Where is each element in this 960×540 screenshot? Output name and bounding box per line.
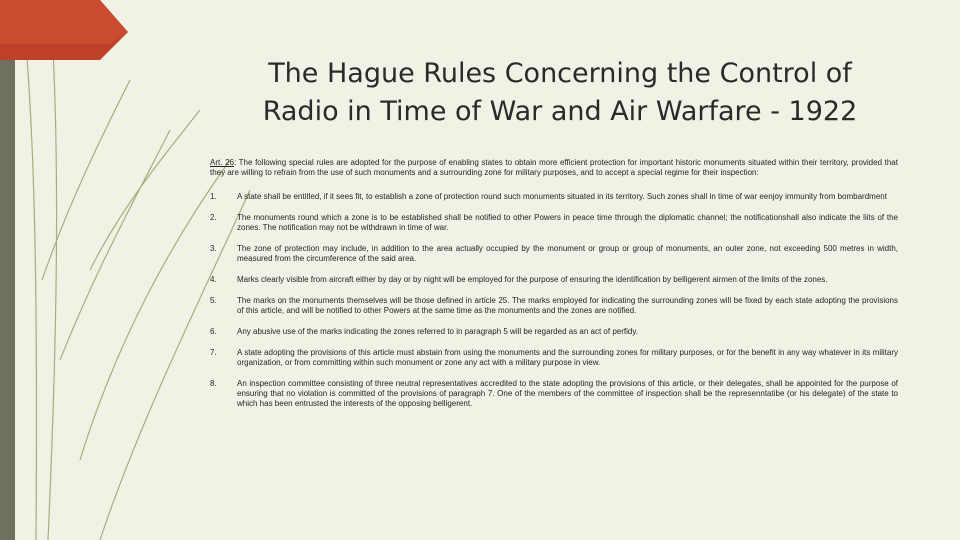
red-accent-tab	[0, 0, 130, 60]
list-item	[210, 379, 898, 409]
list-item	[210, 348, 898, 368]
list-item	[210, 275, 898, 285]
item-number: 7.	[210, 348, 217, 357]
list-item	[210, 192, 898, 202]
item-text: The zone of protection may include, in addition to the area actually occupied by the monument or group or group of monuments, an outer zone, not exceeding 500 metres in width, measured from the circumference of the said area.	[237, 244, 898, 263]
article-body	[210, 158, 898, 420]
list-item	[210, 244, 898, 264]
rules-list	[210, 192, 898, 409]
article-reference: Art. 26	[210, 158, 234, 167]
list-item	[210, 213, 898, 233]
left-side-band	[0, 0, 15, 540]
item-number: 5.	[210, 296, 217, 305]
page-title	[190, 55, 930, 131]
intro-paragraph	[210, 158, 898, 178]
item-text: A state shall be entitled, if it sees fit, to establish a zone of protection round such monuments situated in its territory. Such zones shall in time of war eenjoy immunity from bombardment	[237, 192, 887, 201]
item-number: 1.	[210, 192, 217, 201]
item-number: 6.	[210, 327, 217, 336]
title-line-1: The Hague Rules Concerning the Control of	[268, 58, 852, 89]
item-number: 4.	[210, 275, 217, 284]
intro-text: : The following special rules are adopted for the purpose of enabling states to obtain more efficient protection for important historic monuments situated within their territory, provided that they are willing to refrain from the use of such monuments and a surrounding zone for military purposes, and to accept a special regime for their inspection:	[210, 158, 898, 177]
item-number: 2.	[210, 213, 217, 222]
item-text: The monuments round which a zone is to be established shall be notified to other Powers in peace time through the diplomatic channel; the notificationshall also indicate the liits of the zones. The notification may not be withdrawn in time of war.	[237, 213, 898, 232]
item-text: An inspection committee consisting of three neutral representatives accredited to the state adopting the provisions of this article, or their delegates, shall be appointed for the purpose of ensuring that no violation is committed of the provisions of paragraph 7. One of the members of the committee of inspection shall be the represenntatibe (or his delegate) of the state to which has been entrusted the interests of the opposing belligerent.	[237, 379, 898, 408]
title-line-2: Radio in Time of War and Air Warfare - 1922	[262, 96, 858, 127]
item-number: 3.	[210, 244, 217, 253]
list-item	[210, 327, 898, 337]
list-item	[210, 296, 898, 316]
item-text: A state adopting the provisions of this article must abstain from using the monuments and the surrounding zones for military purposes, or for the benefit in any way whatever in its military organization, or from committing within such monument or zone any act with a military purpose in view.	[237, 348, 898, 367]
item-text: Any abusive use of the marks indicating the zones referred to in paragraph 5 will be regarded as an act of perfidy.	[237, 327, 638, 336]
item-text: Marks clearly visible from aircraft either by day or by night will be employed for the purpose of ensuring the identification by belligerent airmen of the limits of the zones.	[237, 275, 828, 284]
item-number: 8.	[210, 379, 217, 388]
item-text: The marks on the monuments themselves will be those defined in article 25. The marks employed for indicating the surrounding zones will be fixed by each state adopting the provisions of this article, and will be notified to other Powers at the same time as the monuments and the zones are notified.	[237, 296, 898, 315]
